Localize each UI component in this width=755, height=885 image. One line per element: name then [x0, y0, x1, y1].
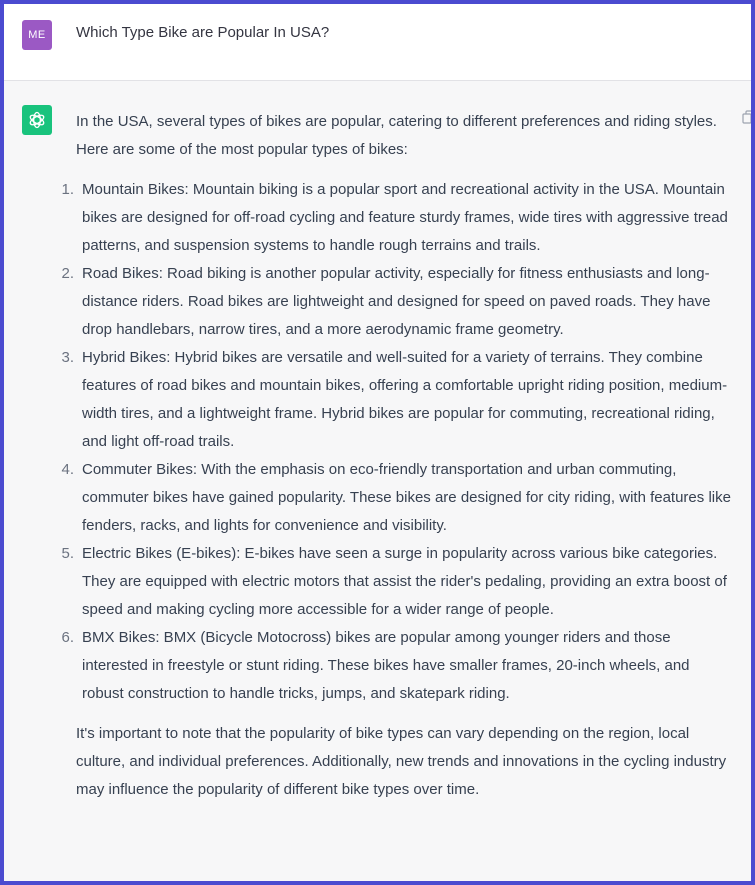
list-item: 4. Commuter Bikes: With the emphasis on eco-friendly transportation and urban commuting, commuter bikes have gained popularity. These bikes are designed for city riding, with features like fenders, racks, and lights for convenience and visibility. [61, 461, 731, 534]
list-item: 5. Electric Bikes (E-bikes): E-bikes have seen a surge in popularity across various bike categories. They are equipped with electric motors that assist the rider's pedaling, providing an extra boost of speed and making cycling more accessible for a wider range of people. [61, 545, 727, 618]
list-item: 1. Mountain Bikes: Mountain biking is a popular sport and recreational activity in the USA. Mountain bikes are designed for off-road cycling and feature sturdy frames, wide tires with aggressive tread patterns, and suspension systems to handle rough terrains and trails. [61, 181, 728, 254]
assistant-message [61, 108, 731, 804]
list-item: 6. BMX Bikes: BMX (Bicycle Motocross) bikes are popular among younger riders and those interested in freestyle or stunt riding. These bikes have smaller frames, 20-inch wheels, and robust construction to handle tricks, jumps, and skatepark riding. [61, 629, 690, 702]
bike-type-list [61, 176, 731, 708]
answer-outro: It's important to note that the popularity of bike types can vary depending on the region, local culture, and individual preferences. Additionally, new trends and innovations in the cycling industry may influence the popularity of different bike types over time. [76, 725, 727, 798]
user-avatar: ME [22, 20, 52, 50]
user-message-text: Which Type Bike are Popular In USA? [76, 24, 330, 41]
openai-logo-icon [22, 105, 52, 135]
user-message-row [4, 4, 751, 81]
chat-window [4, 4, 751, 881]
answer-intro: In the USA, several types of bikes are popular, catering to different preferences and riding styles. Here are some of the most popular types of bikes: [76, 113, 717, 158]
copy-icon[interactable] [742, 110, 751, 124]
list-item: 2. Road Bikes: Road biking is another popular activity, especially for fitness enthusiasts and long-distance riders. Road bikes are lightweight and designed for speed on paved roads. They have drop handlebars, narrow tires, and a more aerodynamic frame geometry. [61, 265, 711, 338]
list-item: 3. Hybrid Bikes: Hybrid bikes are versatile and well-suited for a variety of terrains. They combine features of road bikes and mountain bikes, offering a comfortable upright riding position, medium-width tires, and a lightweight frame. Hybrid bikes are popular for commuting, recreational riding, and light off-road trails. [61, 349, 728, 450]
